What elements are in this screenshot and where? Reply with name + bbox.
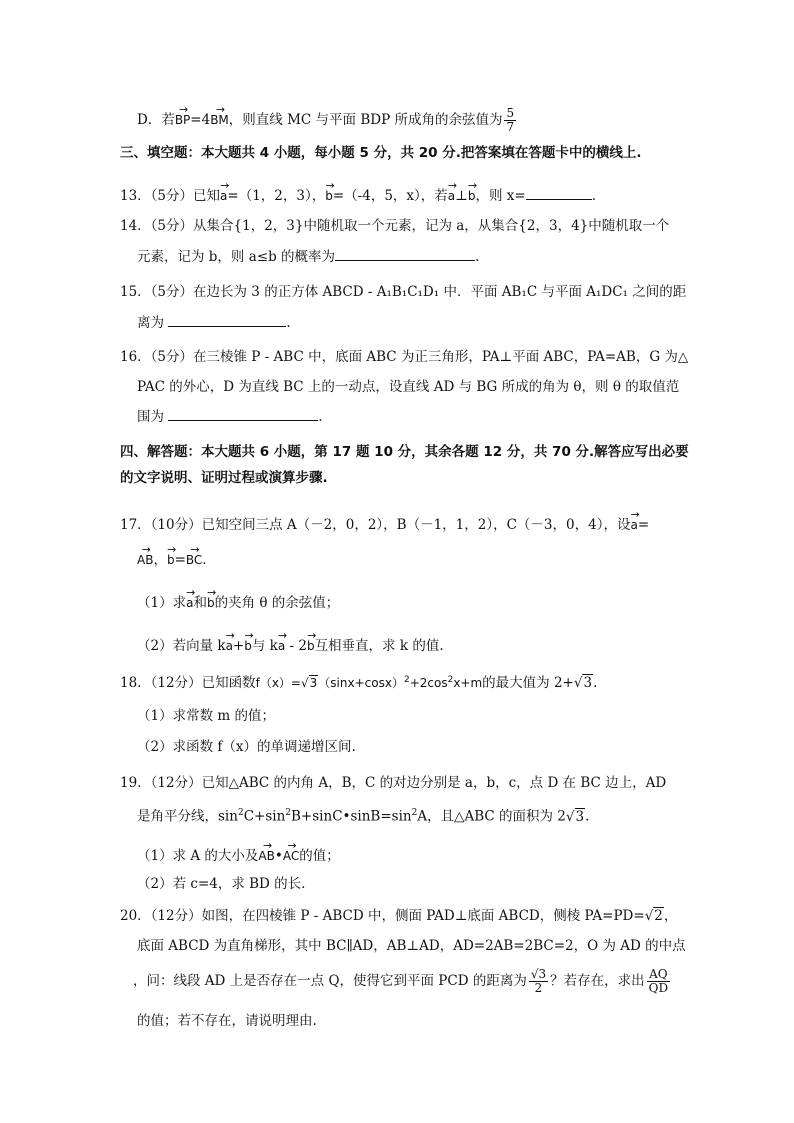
question-19-line2: 是角平分线，$\sin^2C+\sin^2B+\sin C•\sin B=\sin^2A$，且△ABC 的面积为 2√3. [137,808,590,825]
answer-blank [335,246,475,261]
question-14-line2: 元素，记为 b，则 a≤b 的概率为 . [137,246,479,267]
question-20-line2: 底面 ABCD 为直角梯形，其中 BC∥AD，AB⊥AD，AD=2AB=2BC=2，O 为 AD 的中点 [137,938,686,954]
question-16-line2: PAC 的外心，D 为直线 BC 上的一动点，设直线 AD 与 BG 所成的角为 θ，则 θ 的取值范 [137,379,680,395]
question-16-line1: 16．（5分）在三棱锥 P - ABC 中，底面 ABC 为正三角形，PA⊥平面 ABC，PA=AB，G 为△ [120,349,689,365]
option-d [137,104,518,134]
fraction: $\frac{AQ}{QD}$ [648,967,669,995]
question-18-part2: （2）求函数 f（x）的单调递增区间. [137,739,356,755]
question-17-part1: （1）求→ a和→ b的夹角 θ 的余弦值； [137,587,339,613]
question-17-line2: → AB，→ b=→ BC. [137,544,207,570]
answer-blank [168,312,286,327]
fraction: $\frac{√3}{2}$ [530,967,547,995]
answer-blank [168,406,318,421]
answer-blank [526,185,592,200]
question-15-line1: 15．（5分）在边长为 3 的正方体 ABCD - A₁B₁C₁D₁ 中．平面 AB₁C 与平面 A₁DC₁ 之间的距 [120,284,687,300]
question-20-line1: 20．（12分）如图，在四棱锥 P - ABCD 中，侧面 PAD⊥底面 ABCD，侧棱 PA=PD=√2， [120,908,678,924]
section-fill-blank: 三、填空题：本大题共 4 小题，每小题 5 分，共 20 分.把答案填在答题卡中的横线上. [120,145,642,161]
section-solve-line1: 四、解答题：本大题共 6 小题，第 17 题 10 分，其余各题 12 分，共 70 分.解答应写出必要 [120,444,689,460]
question-16-line3: 围为 . [137,406,323,427]
vector-bm: → BM [210,104,229,130]
question-19-part2: （2）若 c=4，求 BD 的长. [137,876,306,892]
question-19-part1: （1）求 A 的大小及→ AB•→ AC的值； [137,840,340,866]
question-13: 13．（5分）已知→ a=（1，2，3），→ b=（-4，5，x），若→ a⊥→ b，则 x= . [120,180,596,206]
question-17-part2: （2）若向量 k→ a+→ b与 k→ a - 2→ b互相垂直，求 k 的值. [137,630,444,656]
question-20-line3: ，问：线段 AD 上是否存在一点 Q，使得它到平面 PCD 的距离为 $\frac{√3}{2}$ ？若存在，求出 $\frac{AQ}{QD}$ [133,967,669,995]
text: =4 [190,112,211,128]
question-20-line4: 的值；若不存在，请说明理由. [137,1013,317,1029]
question-19-line1: 19．（12分）已知△ABC 的内角 A，B，C 的对边分别是 a，b，c，点 D 在 BC 边上，AD [120,775,667,791]
text: ，则直线 MC 与平面 BDP 所成角的余弦值为 [228,112,503,128]
text: D．若 [137,112,175,128]
question-17-line1: 17．（10分）已知空间三点 A（－2，0，2），B（－1，1，2），C（－3，0，4），设→ a= [120,509,649,535]
numerator: 5 [506,106,515,120]
question-14-line1: 14．（5分）从集合{1，2，3}中随机取一个元素，记为 a，从集合{2，3，4}中随机取一个 [120,218,670,234]
question-15-line2: 离为 . [137,312,291,333]
vector-bp: → BP [175,104,190,130]
question-18-part1: （1）求常数 m 的值； [137,708,275,724]
question-18-line1: 18．（12分）已知函数$f(x)=√3(\sin x+\cos x)^2+2\cos^2x+m$的最大值为 2+√3. [120,675,598,691]
section-solve-line2: 的文字说明、证明过程或演算步骤. [120,470,328,486]
fraction [504,107,516,134]
denominator: 7 [506,120,515,134]
